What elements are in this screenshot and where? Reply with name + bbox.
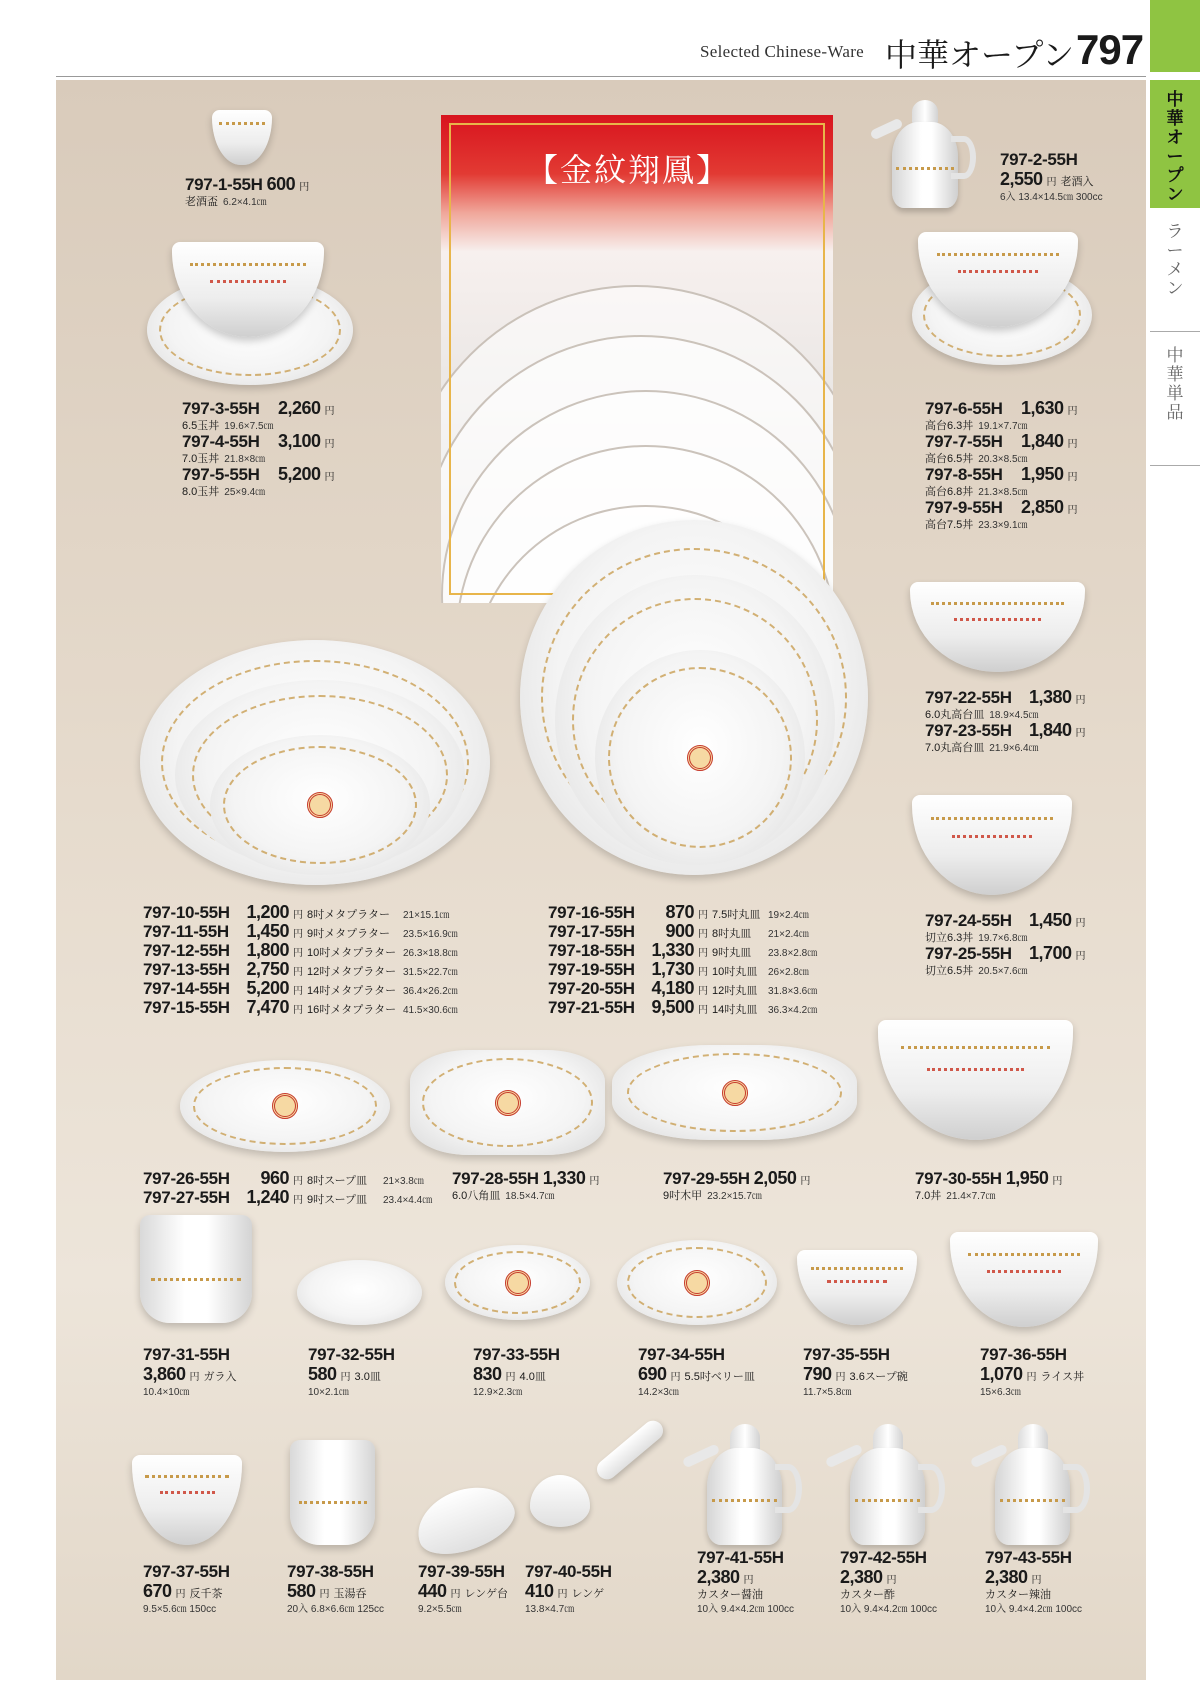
product-label-group-797-22-23: 797-22-55H 1,380 円 6.0丸高台皿 18.9×4.5㎝ 797-23-55H 1,840 円 7.0丸高台皿 21.9×6.4㎝ (925, 687, 1086, 754)
caster-soy-image[interactable] (682, 1410, 807, 1545)
page-number: 797 (1076, 26, 1144, 73)
product-label-797-34: 797-34-55H 690 円 5.5吋ベリー皿 14.2×3㎝ (638, 1345, 755, 1398)
soup-plate-image[interactable] (180, 1060, 390, 1152)
product-label-797-1: 797-1-55H 600 円 老酒盃 6.2×4.1㎝ (185, 174, 310, 208)
product-label-797-31: 797-31-55H 3,860 円 ガラ入 10.4×10㎝ (143, 1345, 237, 1398)
octagon-plate-image[interactable] (410, 1050, 605, 1155)
product-label-797-40: 797-40-55H 410 円 レンゲ 13.8×4.7㎝ (525, 1562, 612, 1615)
product-label-797-30: 797-30-55H 1,950 円 7.0丼 21.4×7.7㎝ (915, 1168, 1063, 1202)
tab-chinese-single[interactable]: 中 華 単 品 (1150, 336, 1200, 466)
gara-jar-image[interactable] (140, 1215, 252, 1323)
tab-chinese-open[interactable]: 中 華 オ ー プ ン (1150, 80, 1200, 208)
product-label-group-797-3-5: 797-3-55H 2,260 円 6.5玉丼 19.6×7.5㎝ 797-4-55H 3,100 円 7.0玉丼 21.8×8㎝ 797-5-55H 5,200 円 8.0玉丼 25×9.4㎝ (182, 398, 335, 498)
product-label-797-33: 797-33-55H 830 円 4.0皿 12.9×2.3㎝ (473, 1345, 560, 1398)
product-label-group-797-24-25: 797-24-55H 1,450 円 切立6.3丼 19.7×6.8㎝ 797-25-55H 1,700 円 切立6.5丼 20.5×7.6㎝ (925, 910, 1086, 977)
round-plate-image (595, 650, 805, 865)
product-label-group-797-26-27: 797-26-55H 960 円 8吋スープ皿 21×3.8㎝ 797-27-55H 1,240 円 9吋スープ皿 23.4×4.4㎝ (143, 1168, 433, 1207)
product-label-797-36: 797-36-55H 1,070 円 ライス丼 15×6.3㎝ (980, 1345, 1085, 1398)
header-rule (56, 76, 1146, 77)
header-subtitle: Selected Chinese-Ware (700, 42, 864, 61)
caster-vinegar-image[interactable] (825, 1410, 950, 1545)
product-label-797-29: 797-29-55H 2,050 円 9吋木甲 23.2×15.7㎝ (663, 1168, 811, 1202)
product-price: 600 (266, 174, 296, 194)
product-label-797-35: 797-35-55H 790 円 3.6スープ碗 11.7×5.8㎝ (803, 1345, 908, 1398)
product-label-797-43: 797-43-55H 2,380 円 カスター辣油 10入 9.4×4.2㎝ 100cc (985, 1548, 1083, 1615)
product-label-797-38: 797-38-55H 580 円 玉湯呑 20入 6.8×6.6㎝ 125cc (287, 1562, 385, 1615)
page-header (0, 0, 1200, 80)
product-price: 2,550 (1000, 169, 1043, 189)
meta-platter-image (210, 735, 430, 875)
header-title: 中華オープン (885, 36, 1075, 74)
yunomi-cup-image[interactable] (290, 1440, 375, 1545)
product-label-797-42: 797-42-55H 2,380 円 カスター酢 10入 9.4×4.2㎝ 100cc (840, 1548, 938, 1615)
product-label-797-32: 797-32-55H 580 円 3.0皿 10×2.1㎝ (308, 1345, 395, 1398)
poster-frame (449, 123, 825, 595)
mokko-plate-image[interactable] (612, 1045, 857, 1140)
berry-plate-image[interactable] (617, 1240, 777, 1325)
plate-4-image[interactable] (445, 1245, 590, 1320)
product-label-797-39: 797-39-55H 440 円 レンゲ台 9.2×5.5㎝ (418, 1562, 509, 1615)
product-label-group-797-6-9: 797-6-55H 1,630 円 高台6.3丼 19.1×7.7㎝ 797-7-55H 1,840 円 高台6.5丼 20.3×8.5㎝ 797-8-55H 1,950 円 高台6.8丼 21.3×8.5㎝ 797-9-55H 2,850 円 高台7.5丼 23.3×9.1㎝ (925, 398, 1078, 531)
product-code: 797-1-55H (185, 175, 263, 194)
product-label-797-28: 797-28-55H 1,330 円 6.0八角皿 18.5×4.7㎝ (452, 1168, 600, 1202)
product-label-group-797-10-15: 797-10-55H 1,200 円 8吋メタプラター 21×15.1㎝ 797-11-55H 1,450 円 9吋メタプラター 23.5×16.9㎝ 797-12-55H 1,800 円 10吋メタプラター 26.3×18.8㎝ 797-13-55H 2,750 円 12吋メタプラター 31.5×22.7㎝ 797-14-55H 5,200 円 14吋メタプラター 36.4×26.2㎝ 797-15-55H 7,470 円 16吋メタプラター 41.5×30.6㎝ (143, 902, 458, 1017)
product-label-797-37: 797-37-55H 670 円 反千茶 9.5×5.6㎝ 150cc (143, 1562, 230, 1615)
tab-accent-bar (1150, 0, 1200, 72)
product-label-797-41: 797-41-55H 2,380 円 カスター醤油 10入 9.4×4.2㎝ 100cc (697, 1548, 795, 1615)
product-label-797-2: 797-2-55H 2,550 円 老酒入 6入 13.4×14.5㎝ 300cc (1000, 150, 1103, 203)
product-label-group-797-16-21: 797-16-55H 870 円 7.5吋丸皿 19×2.4㎝ 797-17-55H 900 円 8吋丸皿 21×2.4㎝ 797-18-55H 1,330 円 9吋丸皿 23.8×2.8㎝ 797-19-55H 1,730 円 10吋丸皿 26×2.8㎝ 797-20-55H 4,180 円 12吋丸皿 31.8×3.6㎝ 797-21-55H 9,500 円 14吋丸皿 36.3×4.2㎝ (548, 902, 818, 1017)
product-code: 797-2-55H (1000, 150, 1078, 169)
tab-ramen[interactable]: ラ ー メ ン (1150, 212, 1200, 332)
sake-pot-image[interactable] (870, 88, 980, 208)
caster-chili-oil-image[interactable] (970, 1410, 1095, 1545)
feature-title: 【金紋翔鳳】 (526, 151, 731, 189)
small-plate-3-image[interactable] (297, 1260, 422, 1325)
